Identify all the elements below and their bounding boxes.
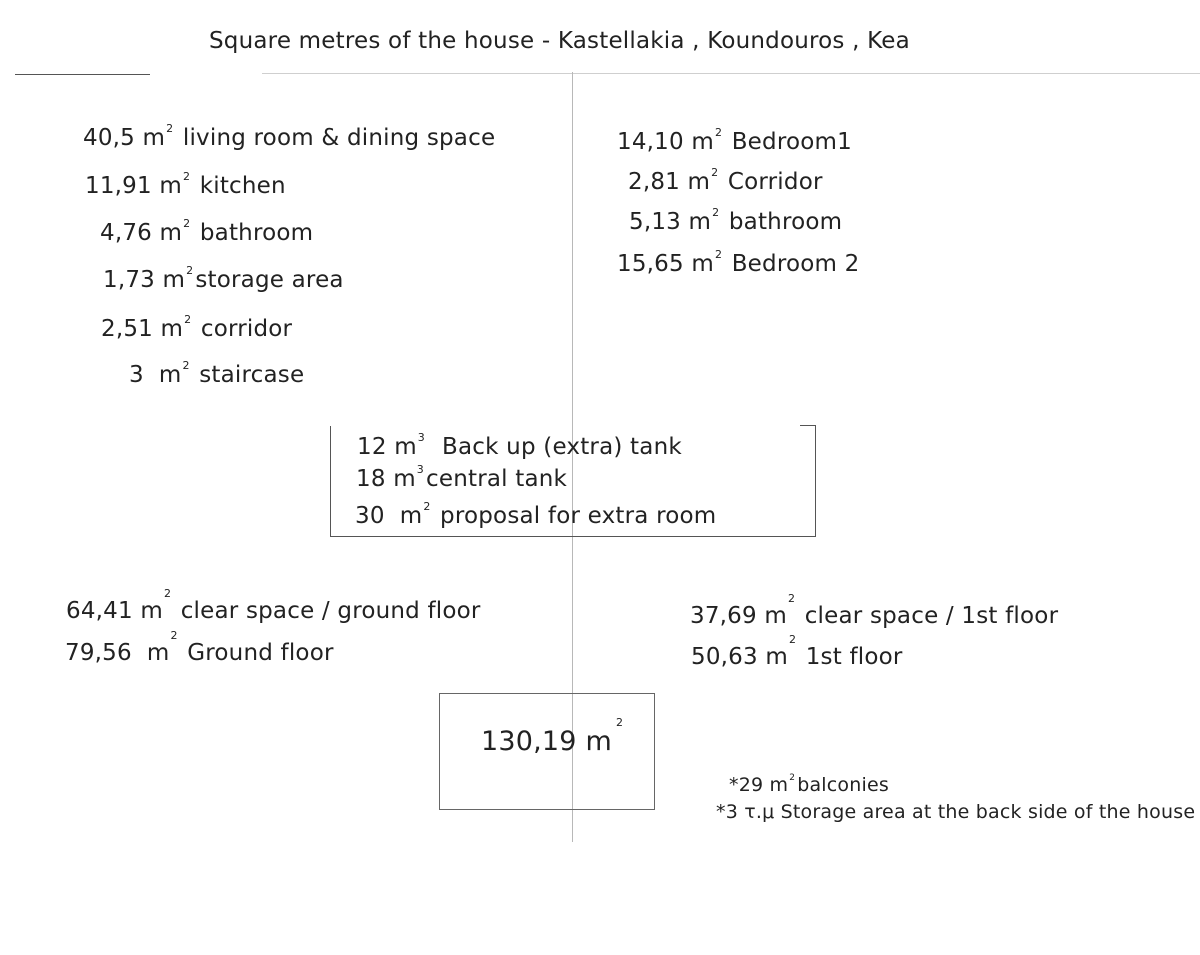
unit: m bbox=[688, 209, 712, 235]
unit: m bbox=[691, 251, 714, 277]
summary-label: clear space / 1st floor bbox=[804, 603, 1059, 629]
unit-superscript: 2 bbox=[423, 500, 431, 514]
room-label: corridor bbox=[200, 316, 293, 342]
room-bedroom1 bbox=[617, 126, 852, 155]
room-value: 4,76 bbox=[100, 220, 153, 246]
room-bedroom2 bbox=[617, 248, 860, 277]
summary-value: 50,63 bbox=[691, 644, 758, 670]
tank-value: 12 bbox=[357, 434, 387, 460]
unit-superscript: 2 bbox=[787, 592, 796, 606]
room-value: 1,73 bbox=[103, 267, 156, 293]
room-label: bathroom bbox=[728, 209, 843, 235]
unit-superscript: 2 bbox=[788, 633, 797, 647]
unit: m bbox=[159, 220, 183, 246]
ground-clear-space bbox=[66, 587, 481, 624]
room-label: staircase bbox=[199, 362, 305, 388]
unit-superscript: 2 bbox=[184, 313, 192, 327]
tank-value: 30 bbox=[355, 503, 385, 529]
note-balconies bbox=[729, 772, 889, 796]
unit: m bbox=[687, 169, 711, 195]
room-bathroom-ground bbox=[100, 217, 314, 246]
total-value: 130,19 bbox=[481, 726, 577, 757]
room-staircase bbox=[129, 359, 305, 388]
first-floor-total bbox=[691, 633, 903, 670]
unit-superscript: 2 bbox=[711, 166, 719, 180]
unit: m bbox=[585, 726, 612, 757]
room-storage bbox=[103, 264, 344, 293]
unit-superscript: 2 bbox=[714, 248, 723, 262]
unit-superscript: 3 bbox=[416, 463, 424, 477]
room-value: 2,81 bbox=[628, 169, 681, 195]
title-underline-left bbox=[15, 74, 150, 75]
tank-label: proposal for extra room bbox=[440, 503, 717, 529]
unit-superscript: 2 bbox=[616, 716, 624, 729]
unit: m bbox=[140, 598, 163, 624]
unit-superscript: 2 bbox=[166, 122, 174, 136]
room-label: Bedroom1 bbox=[731, 129, 852, 155]
tanks-box-bottom-border bbox=[330, 536, 816, 537]
unit-superscript: 2 bbox=[186, 264, 194, 278]
tanks-box-right-border bbox=[815, 425, 816, 536]
room-label: kitchen bbox=[199, 173, 286, 199]
unit-superscript: 2 bbox=[712, 206, 720, 220]
unit: m bbox=[769, 774, 789, 796]
room-value: 15,65 bbox=[617, 251, 684, 277]
room-bathroom-first bbox=[629, 206, 843, 235]
unit-superscript: 2 bbox=[714, 126, 723, 140]
unit: m bbox=[142, 125, 166, 151]
room-label: Bedroom 2 bbox=[731, 251, 860, 277]
room-label: storage area bbox=[195, 267, 344, 293]
unit: m bbox=[393, 466, 416, 492]
room-value: 14,10 bbox=[617, 129, 684, 155]
room-value: 3 bbox=[129, 362, 144, 388]
ground-floor-total bbox=[65, 629, 334, 666]
summary-value: 64,41 bbox=[66, 598, 133, 624]
summary-value: 79,56 bbox=[65, 640, 132, 666]
note-prefix: *29 bbox=[729, 774, 764, 796]
unit: m bbox=[158, 362, 182, 388]
unit: m bbox=[160, 316, 184, 342]
tanks-box-top-border-right bbox=[800, 425, 816, 426]
tanks-box-left-border bbox=[330, 426, 331, 537]
room-value: 11,91 bbox=[85, 173, 152, 199]
unit: m bbox=[146, 640, 170, 666]
unit-superscript: 3 bbox=[417, 431, 425, 445]
room-living-dining bbox=[83, 122, 496, 151]
unit: m bbox=[159, 173, 182, 199]
note-label: balconies bbox=[797, 774, 889, 796]
title-underline-right bbox=[262, 73, 1200, 74]
unit: m bbox=[399, 503, 423, 529]
unit: m bbox=[394, 434, 417, 460]
room-corridor-ground bbox=[101, 313, 293, 342]
unit: m bbox=[764, 603, 787, 629]
unit-superscript: 2 bbox=[183, 217, 191, 231]
room-value: 5,13 bbox=[629, 209, 682, 235]
unit-superscript: 2 bbox=[170, 629, 178, 643]
tank-backup bbox=[357, 431, 682, 460]
room-value: 2,51 bbox=[101, 316, 154, 342]
extra-room-proposal bbox=[355, 500, 717, 529]
room-corridor-first bbox=[628, 166, 823, 195]
room-kitchen bbox=[85, 170, 286, 199]
unit-superscript: 2 bbox=[182, 359, 190, 373]
unit: m bbox=[765, 644, 788, 670]
tank-value: 18 bbox=[356, 466, 386, 492]
total-area bbox=[481, 716, 625, 757]
first-clear-space bbox=[690, 592, 1059, 629]
unit-superscript: 2 bbox=[182, 170, 191, 184]
page-title: Square metres of the house - Kastellakia , Koundouros , Kea bbox=[209, 28, 910, 54]
unit: m bbox=[691, 129, 714, 155]
summary-label: clear space / ground floor bbox=[180, 598, 481, 624]
note-storage: *3 τ.μ Storage area at the back side of the house bbox=[716, 801, 1196, 823]
unit-superscript: 2 bbox=[163, 587, 172, 601]
room-label: Corridor bbox=[727, 169, 823, 195]
tank-label: central tank bbox=[426, 466, 568, 492]
summary-label: 1st floor bbox=[805, 644, 903, 670]
summary-label: Ground floor bbox=[187, 640, 334, 666]
room-label: living room & dining space bbox=[182, 125, 496, 151]
unit: m bbox=[162, 267, 186, 293]
summary-value: 37,69 bbox=[690, 603, 757, 629]
tank-label: Back up (extra) tank bbox=[442, 434, 682, 460]
tank-central bbox=[356, 463, 568, 492]
room-value: 40,5 bbox=[83, 125, 136, 151]
unit-superscript: 2 bbox=[789, 772, 796, 783]
room-label: bathroom bbox=[199, 220, 314, 246]
